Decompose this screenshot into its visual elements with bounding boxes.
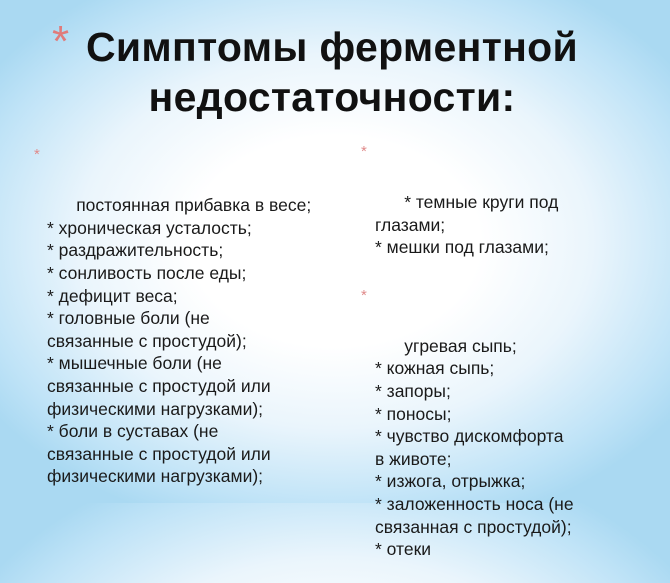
title-line-2: недостаточности: <box>148 74 516 120</box>
right-paragraph-1 <box>361 143 605 282</box>
right-symptoms-text-2: угревая сыпь; * кожная сыпь; * запоры; * поносы; * чувство дискомфорта в животе; * изжога, отрыжка; * заложенность носа (не связанная с простудой); * отеки <box>375 335 574 560</box>
left-paragraph <box>34 146 347 511</box>
bullet-icon: * <box>361 286 367 304</box>
right-paragraph-2 <box>361 286 605 583</box>
slide-title <box>52 17 612 122</box>
right-symptom-list <box>361 143 605 583</box>
left-symptoms-text: постоянная прибавка в весе; * хроническая усталость; * раздражительность; * сонливость после еды; * дефицит веса; * головные боли (не связанные с простудой); * мышечные боли (не связанные с простудой или физическими нагрузками); * боли в суставах (не связанные с простудой или физическими нагрузками); <box>47 195 312 487</box>
bullet-icon: * <box>34 146 40 163</box>
right-symptoms-text-1: * темные круги под глазами; * мешки под глазами; <box>375 192 559 258</box>
left-symptom-list <box>34 146 347 511</box>
title-bullet-icon: * <box>52 17 70 66</box>
title-line-1: Симптомы ферментной <box>85 24 578 70</box>
bullet-icon: * <box>361 143 367 160</box>
